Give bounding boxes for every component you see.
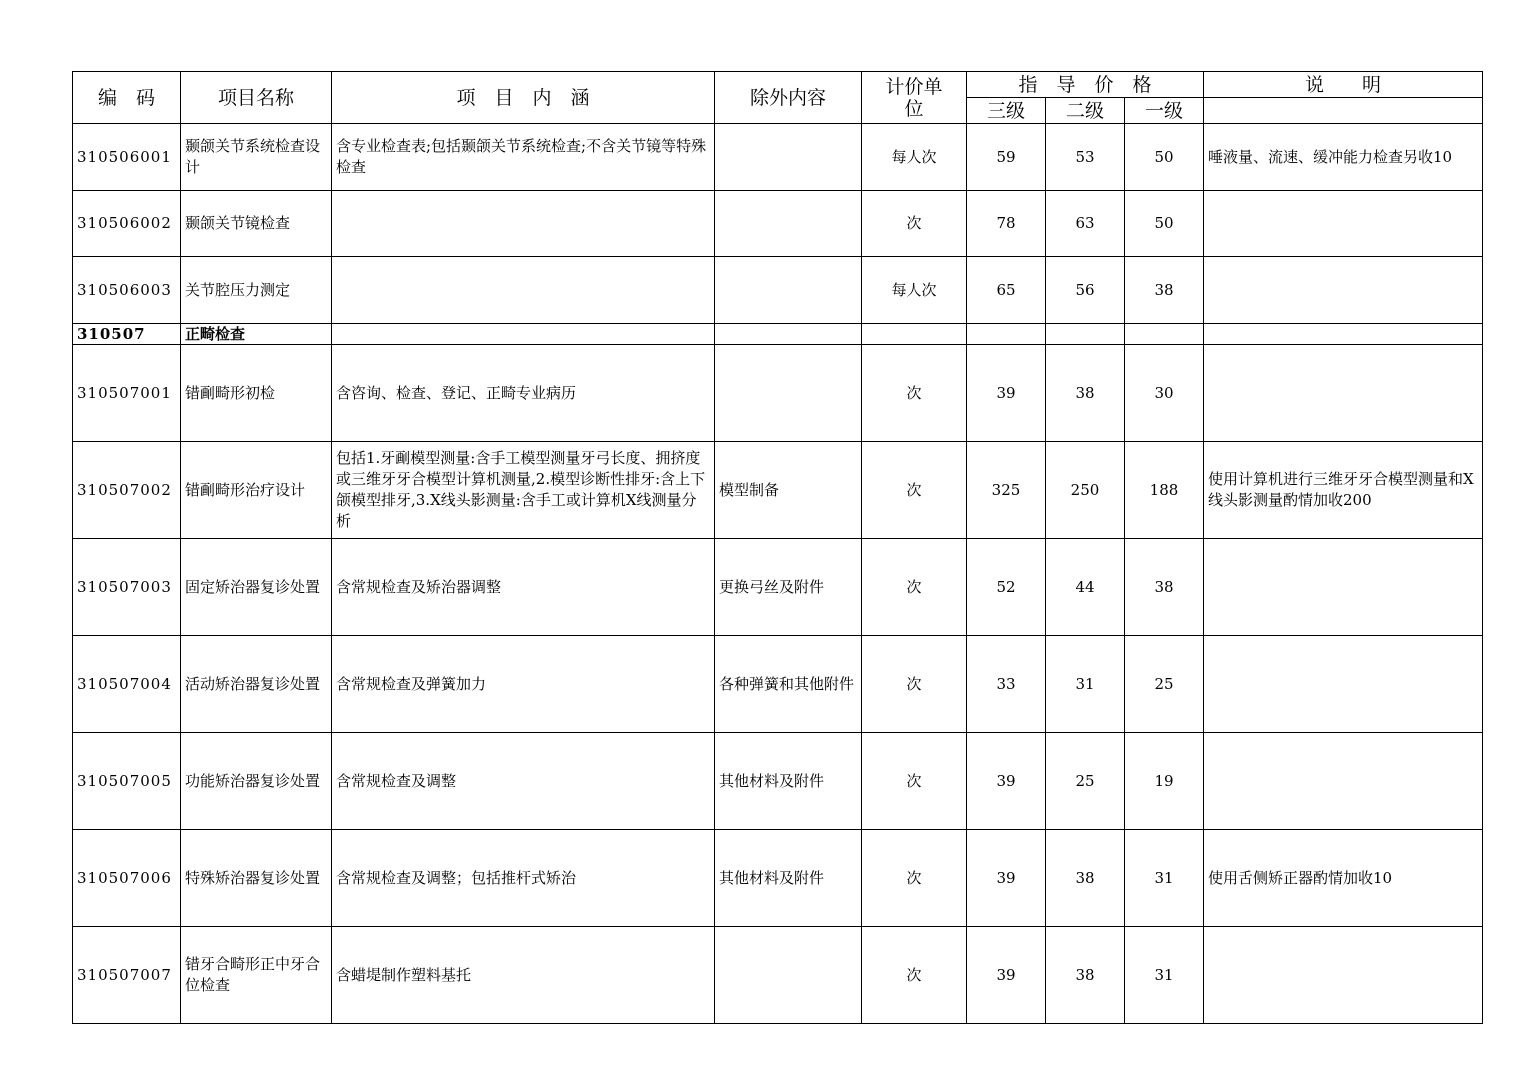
cell-name: 颞颌关节镜检查 <box>181 191 332 257</box>
cell-note <box>1204 927 1483 1024</box>
table-body <box>73 124 1483 1024</box>
cell-level2: 31 <box>1046 636 1125 733</box>
table-row <box>73 124 1483 191</box>
cell-content: 含常规检查及调整 <box>332 733 715 830</box>
table-row <box>73 191 1483 257</box>
empty-cell <box>967 324 1046 345</box>
table-row <box>73 927 1483 1024</box>
cell-content: 含常规检查及调整；包括推杆式矫治 <box>332 830 715 927</box>
cell-note <box>1204 191 1483 257</box>
cell-excluded <box>715 191 862 257</box>
cell-code: 310507002 <box>73 442 181 539</box>
cell-level1: 38 <box>1125 257 1204 324</box>
table-row <box>73 830 1483 927</box>
cell-note <box>1204 733 1483 830</box>
header-note: 说 明 <box>1204 72 1483 98</box>
cell-content: 含常规检查及弹簧加力 <box>332 636 715 733</box>
cell-unit: 次 <box>862 733 967 830</box>
cell-level2: 38 <box>1046 345 1125 442</box>
cell-level3: 325 <box>967 442 1046 539</box>
cell-unit: 每人次 <box>862 124 967 191</box>
cell-level3: 65 <box>967 257 1046 324</box>
cell-note <box>1204 539 1483 636</box>
cell-excluded: 其他材料及附件 <box>715 830 862 927</box>
cell-content: 包括1.牙㓰模型测量:含手工模型测量牙弓长度、拥挤度或三维牙牙合模型计算机测量,2.模型诊断性排牙:含上下颌模型排牙,3.X线头影测量:含手工或计算机X线测量分析 <box>332 442 715 539</box>
section-code: 310507 <box>73 324 181 345</box>
table-row <box>73 636 1483 733</box>
cell-level3: 39 <box>967 733 1046 830</box>
header-level2: 二级 <box>1046 98 1125 124</box>
header-note-blank <box>1204 98 1483 124</box>
cell-unit: 次 <box>862 191 967 257</box>
header-price-group: 指 导 价 格 <box>967 72 1204 98</box>
header-code: 编 码 <box>73 72 181 124</box>
cell-note <box>1204 257 1483 324</box>
header-level1: 一级 <box>1125 98 1204 124</box>
cell-level3: 59 <box>967 124 1046 191</box>
cell-level2: 53 <box>1046 124 1125 191</box>
cell-unit: 次 <box>862 830 967 927</box>
cell-excluded: 各种弹簧和其他附件 <box>715 636 862 733</box>
cell-level1: 30 <box>1125 345 1204 442</box>
cell-content: 含常规检查及矫治器调整 <box>332 539 715 636</box>
cell-name: 固定矫治器复诊处置 <box>181 539 332 636</box>
cell-content <box>332 191 715 257</box>
cell-excluded <box>715 257 862 324</box>
section-title: 正畸检查 <box>181 324 332 345</box>
table-row <box>73 345 1483 442</box>
cell-name: 功能矫治器复诊处置 <box>181 733 332 830</box>
cell-note: 唾液量、流速、缓冲能力检查另收10 <box>1204 124 1483 191</box>
cell-name: 活动矫治器复诊处置 <box>181 636 332 733</box>
empty-cell <box>1046 324 1125 345</box>
cell-excluded: 模型制备 <box>715 442 862 539</box>
cell-unit: 每人次 <box>862 257 967 324</box>
cell-unit: 次 <box>862 636 967 733</box>
cell-level2: 38 <box>1046 830 1125 927</box>
cell-content: 含咨询、检查、登记、正畸专业病历 <box>332 345 715 442</box>
cell-level1: 50 <box>1125 191 1204 257</box>
cell-level2: 250 <box>1046 442 1125 539</box>
cell-level3: 33 <box>967 636 1046 733</box>
table-header <box>73 72 1483 124</box>
table-row <box>73 442 1483 539</box>
cell-name: 特殊矫治器复诊处置 <box>181 830 332 927</box>
empty-cell <box>332 324 715 345</box>
cell-unit: 次 <box>862 539 967 636</box>
price-table <box>72 71 1483 1024</box>
cell-unit: 次 <box>862 927 967 1024</box>
cell-level1: 19 <box>1125 733 1204 830</box>
cell-level2: 25 <box>1046 733 1125 830</box>
cell-code: 310506002 <box>73 191 181 257</box>
table-row <box>73 733 1483 830</box>
cell-level3: 39 <box>967 345 1046 442</box>
cell-code: 310506001 <box>73 124 181 191</box>
cell-content: 含专业检查表;包括颞颌关节系统检查;不含关节镜等特殊检查 <box>332 124 715 191</box>
cell-code: 310507004 <box>73 636 181 733</box>
cell-code: 310507001 <box>73 345 181 442</box>
cell-unit: 次 <box>862 345 967 442</box>
cell-level1: 50 <box>1125 124 1204 191</box>
table-row <box>73 539 1483 636</box>
cell-excluded: 更换弓丝及附件 <box>715 539 862 636</box>
header-content: 项 目 内 涵 <box>332 72 715 124</box>
cell-code: 310507005 <box>73 733 181 830</box>
header-name: 项目名称 <box>181 72 332 124</box>
cell-note: 使用舌侧矫正器酌情加收10 <box>1204 830 1483 927</box>
cell-excluded <box>715 124 862 191</box>
cell-level1: 38 <box>1125 539 1204 636</box>
cell-level1: 188 <box>1125 442 1204 539</box>
header-level3: 三级 <box>967 98 1046 124</box>
cell-excluded: 其他材料及附件 <box>715 733 862 830</box>
cell-code: 310507006 <box>73 830 181 927</box>
table-row <box>73 257 1483 324</box>
empty-cell <box>1204 324 1483 345</box>
cell-level2: 44 <box>1046 539 1125 636</box>
empty-cell <box>1125 324 1204 345</box>
header-unit: 计价单位 <box>862 72 967 124</box>
cell-level2: 63 <box>1046 191 1125 257</box>
cell-name: 颞颌关节系统检查设计 <box>181 124 332 191</box>
cell-content: 含蜡堤制作塑料基托 <box>332 927 715 1024</box>
cell-level2: 38 <box>1046 927 1125 1024</box>
cell-code: 310507007 <box>73 927 181 1024</box>
cell-level3: 52 <box>967 539 1046 636</box>
cell-name: 错㓰畸形治疗设计 <box>181 442 332 539</box>
cell-note <box>1204 345 1483 442</box>
cell-note: 使用计算机进行三维牙牙合模型测量和X线头影测量酌情加收200 <box>1204 442 1483 539</box>
cell-name: 错牙合畸形正中牙合位检查 <box>181 927 332 1024</box>
cell-level1: 31 <box>1125 927 1204 1024</box>
cell-level3: 78 <box>967 191 1046 257</box>
cell-name: 关节腔压力测定 <box>181 257 332 324</box>
section-row <box>73 324 1483 345</box>
cell-excluded <box>715 345 862 442</box>
cell-content <box>332 257 715 324</box>
header-excluded: 除外内容 <box>715 72 862 124</box>
cell-note <box>1204 636 1483 733</box>
cell-code: 310507003 <box>73 539 181 636</box>
cell-name: 错㓰畸形初检 <box>181 345 332 442</box>
cell-level2: 56 <box>1046 257 1125 324</box>
cell-code: 310506003 <box>73 257 181 324</box>
cell-level1: 25 <box>1125 636 1204 733</box>
empty-cell <box>862 324 967 345</box>
empty-cell <box>715 324 862 345</box>
cell-excluded <box>715 927 862 1024</box>
cell-level3: 39 <box>967 830 1046 927</box>
cell-level3: 39 <box>967 927 1046 1024</box>
cell-level1: 31 <box>1125 830 1204 927</box>
cell-unit: 次 <box>862 442 967 539</box>
